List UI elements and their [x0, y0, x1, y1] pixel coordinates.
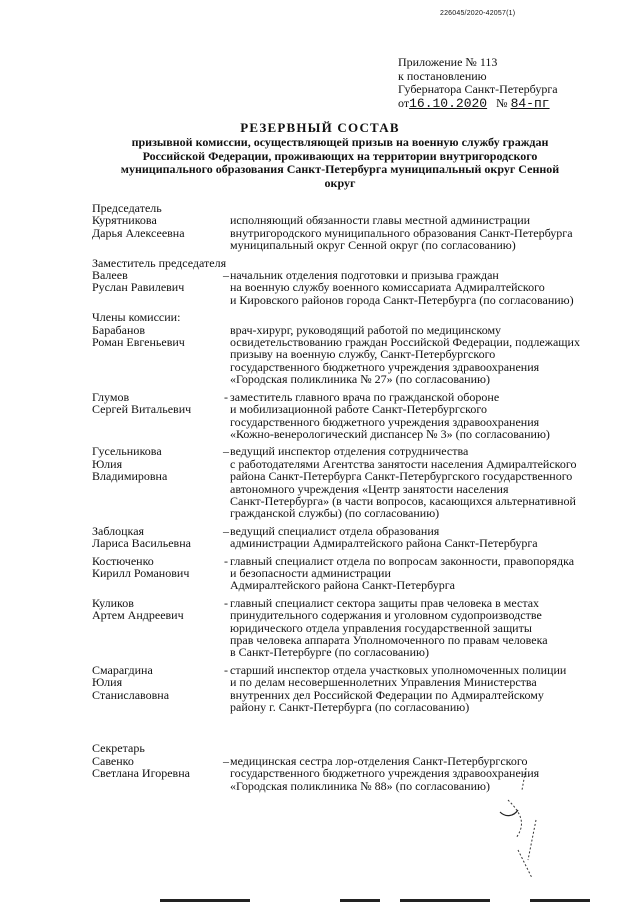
- commission-list: [92, 200, 622, 797]
- appendix-date-line: [398, 97, 558, 111]
- member-position-line: ведущий специалист отдела образования: [230, 523, 440, 538]
- member-position-line: муниципальный округ Сенной округ (по согласованию): [230, 238, 516, 253]
- member-name-line: Артем Андреевич: [92, 608, 184, 623]
- member-row: [92, 525, 622, 550]
- member-position: [230, 445, 622, 519]
- member-row: [92, 445, 622, 519]
- member-name-line: Кирилл Романович: [92, 565, 190, 580]
- section-heading: Председатель: [92, 201, 162, 215]
- member-name-line: Дарья Алексеевна: [92, 225, 185, 240]
- member-position-line: Адмиралтейского района Санкт-Петербурга: [230, 578, 455, 593]
- section-heading: Члены комиссии:: [92, 310, 181, 325]
- member-name-line: Юлия: [92, 675, 123, 690]
- member-name-line: Роман Евгеньевич: [92, 335, 185, 350]
- member-position-line: прав человека аппарата Уполномоченного по правам человека: [230, 633, 548, 647]
- signature-mark: [488, 760, 568, 880]
- dash-separator: [222, 214, 230, 251]
- member-position-line: государственного бюджетного учреждения здравоохранения: [230, 359, 540, 374]
- member-position-line: и по делам несовершеннолетних Управления Министерства: [230, 675, 537, 690]
- appendix-block: [398, 56, 558, 110]
- member-position-line: внутренних дел Российской Федерации по Адмиралтейскому: [230, 687, 544, 702]
- appendix-line-2: к постановлению: [398, 68, 487, 83]
- date-prefix: от: [398, 95, 410, 110]
- member-position-line: медицинская сестра лор-отделения Санкт-Петербургского: [230, 753, 528, 768]
- member-position-line: внутригородского муниципального образования Санкт-Петербурга: [230, 225, 573, 240]
- dash-separator: -: [224, 595, 228, 610]
- member-name: [92, 525, 222, 550]
- member-name: [92, 597, 222, 659]
- member-position-line: с работодателями Агентства занятости населения Адмиралтейского: [230, 456, 577, 471]
- member-name-line: Светлана Игоревна: [92, 766, 190, 781]
- member-position-line: района Санкт-Петербурга Санкт-Петербургского государственного: [230, 469, 573, 484]
- member-name: [92, 269, 222, 306]
- member-position-line: и Кировского районов города Санкт-Петербурга (по согласованию): [230, 292, 574, 307]
- member-name-line: Сергей Витальевич: [92, 402, 192, 417]
- member-position-line: принудительного содержания и уголовном судопроизводстве: [230, 608, 542, 623]
- decree-number: 84-пг: [510, 95, 550, 111]
- member-position: [230, 324, 622, 386]
- member-name-line: Владимировна: [92, 469, 168, 484]
- dash-separator: -: [224, 389, 228, 404]
- member-position-line: Санкт-Петербурга» (в части вопросов, касающихся альтернативной: [230, 493, 576, 508]
- member-position-line: «Городская поликлиника № 88» (по согласованию): [230, 778, 490, 793]
- member-row: [92, 324, 622, 386]
- member-position: [230, 525, 622, 550]
- appendix-line-1: Приложение № 113: [398, 55, 498, 69]
- member-position-line: освидетельствованию граждан Российской Федерации, подлежащих: [230, 335, 580, 350]
- member-position: [230, 555, 622, 592]
- member-position-line: району г. Санкт-Петербурга (по согласованию): [230, 700, 470, 715]
- member-position: [230, 269, 622, 306]
- member-row: [92, 597, 622, 659]
- member-name-line: Барабанов: [92, 322, 146, 337]
- member-position-line: главный специалист сектора защиты прав человека в местах: [230, 595, 540, 610]
- member-position: [230, 214, 622, 251]
- section-heading: Секретарь: [92, 741, 145, 756]
- member-position-line: «Городская поликлиника № 27» (по согласованию): [230, 372, 490, 387]
- member-name-line: Куликов: [92, 595, 134, 610]
- member-position: [230, 597, 622, 659]
- member-position-line: государственного бюджетного учреждения здравоохранения: [230, 766, 540, 781]
- member-name-line: Гусельникова: [92, 444, 162, 459]
- member-position-line: заместитель главного врача по гражданской обороне: [230, 389, 500, 404]
- member-position-line: исполняющий обязанности главы местной администрации: [230, 213, 531, 228]
- member-name: [92, 555, 222, 592]
- document-title: РЕЗЕРВНЫЙ СОСТАВ: [240, 120, 400, 135]
- member-position-line: «Кожно-венерологический диспансер № 3» (по согласованию): [230, 426, 550, 441]
- member-row: [92, 269, 622, 306]
- dash-separator: –: [223, 268, 229, 283]
- member-name-line: Курятникова: [92, 213, 157, 228]
- member-position-line: государственного бюджетного учреждения здравоохранения: [230, 414, 540, 429]
- member-row: [92, 555, 622, 592]
- member-position-line: в Санкт-Петербурге (по согласованию): [230, 645, 429, 660]
- dash-separator: –: [223, 753, 229, 768]
- member-position-line: на военную службу военного комиссариата Адмиралтейского: [230, 280, 545, 295]
- member-name-line: Глумов: [92, 389, 130, 404]
- member-position-line: автономного учреждения «Центр занятости населения: [230, 481, 509, 496]
- member-row: [92, 664, 622, 714]
- member-name-line: Юлия: [92, 456, 123, 471]
- member-position-line: призыву на военную службу, Санкт-Петербургского: [230, 347, 496, 362]
- number-prefix: №: [496, 95, 508, 110]
- dash-separator: -: [224, 662, 228, 677]
- member-name-line: Руслан Равилевич: [92, 280, 185, 295]
- member-name: [92, 755, 222, 792]
- member-position-line: и безопасности администрации: [230, 565, 391, 580]
- document-subtitle: призывной комиссии, осуществляющей призыв на военную службу граждан Российской Федерации, проживающих на территории внутригородского муниципального образования Санкт-Петербурга муниципальный округ Сенной округ: [120, 135, 560, 190]
- section-heading: Заместитель председателя: [92, 255, 227, 270]
- dash-separator: [222, 324, 230, 386]
- member-position-line: главный специалист отдела по вопросам законности, правопорядка: [230, 553, 575, 568]
- member-name-line: Лариса Васильевна: [92, 536, 191, 551]
- member-row: [92, 391, 622, 441]
- footer-marks: [100, 896, 620, 904]
- appendix-line-3: Губернатора Санкт-Петербурга: [398, 82, 558, 96]
- member-name-line: Валеев: [92, 268, 128, 283]
- member-row: [92, 214, 622, 251]
- member-position-line: юридического отдела управления государственной защиты: [230, 620, 532, 635]
- member-position-line: администрации Адмиралтейского района Санкт-Петербурга: [230, 536, 538, 551]
- member-name-line: Заблоцкая: [92, 523, 145, 538]
- member-name: [92, 391, 222, 441]
- member-name: [92, 445, 222, 519]
- member-position-line: ведущий инспектор отделения сотрудничества: [230, 444, 469, 459]
- member-position-line: врач-хирург, руководящий работой по медицинскому: [230, 322, 502, 337]
- decree-date: 16.10.2020: [409, 95, 488, 111]
- member-name: [92, 664, 222, 714]
- dash-separator: –: [223, 523, 229, 538]
- member-name: [92, 324, 222, 386]
- member-position-line: и мобилизационной работе Санкт-Петербургского: [230, 402, 487, 417]
- member-name-line: Костюченко: [92, 553, 154, 568]
- member-position-line: начальник отделения подготовки и призыва граждан: [230, 268, 499, 283]
- registration-number: 226045/2020-42057(1): [440, 10, 516, 17]
- member-name: [92, 214, 222, 251]
- member-name-line: Смарагдина: [92, 662, 153, 677]
- member-position: [230, 664, 622, 714]
- member-position: [230, 391, 622, 441]
- member-name-line: Станиславовна: [92, 687, 170, 702]
- member-position-line: гражданской службы) (по согласованию): [230, 506, 440, 521]
- dash-separator: –: [223, 444, 229, 459]
- member-name-line: Савенко: [92, 753, 134, 768]
- dash-separator: -: [224, 553, 228, 568]
- member-position-line: старший инспектор отдела участковых уполномоченных полиции: [230, 662, 567, 677]
